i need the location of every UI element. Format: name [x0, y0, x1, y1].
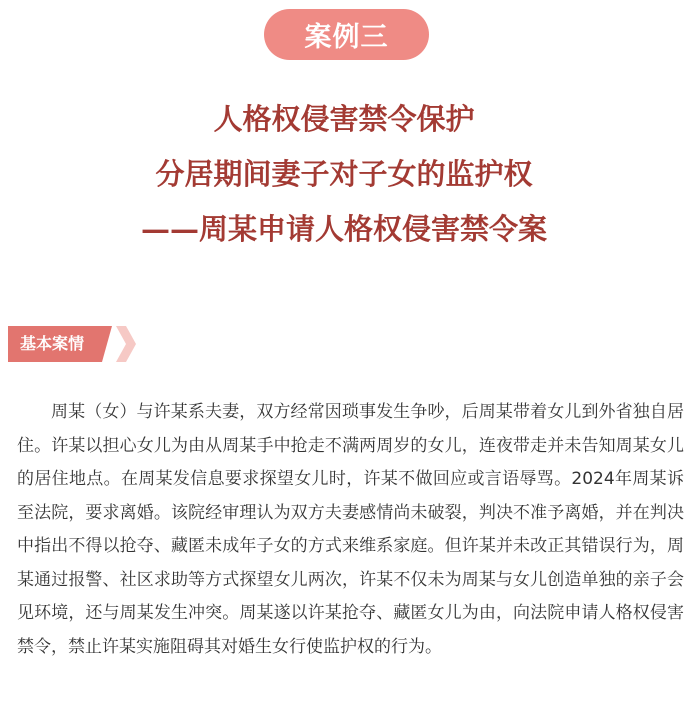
section-header-basic-facts [8, 326, 138, 362]
section-label: 基本案情 [20, 334, 85, 353]
case-description-paragraph: 周某（女）与许某系夫妻，双方经常因琐事发生争吵，后周某带着女儿到外省独自居住。许某以担心女儿为由从周某手中抢走不满两周岁的女儿，连夜带走并未告知周某女儿的居住地点。在周某发信息要求探望女儿时，许某不做回应或言语辱骂。2024年周某诉至法院，要求离婚。该院经审理认为双方夫妻感情尚未破裂，判决不准予离婚，并在判决中指出不得以抢夺、藏匿未成年子女的方式来维系家庭。但许某并未改正其错误行为，周某通过报警、社区求助等方式探望女儿两次，许某不仅未为周某与女儿创造单独的亲子会见环境，还与周某发生冲突。周某遂以许某抢夺、藏匿女儿为由，向法院申请人格权侵害禁令，禁止许某实施阻碍其对婚生女行使监护权的行为。 [17, 402, 684, 657]
title-line-1: 人格权侵害禁令保护 [213, 102, 475, 136]
case-number-label: 案例三 [304, 22, 389, 53]
title-line-2: 分居期间妻子对子女的监护权 [155, 157, 533, 191]
title-line-3: ——周某申请人格权侵害禁令案 [140, 212, 547, 246]
case-number-badge [264, 9, 429, 60]
case-title [0, 92, 688, 257]
